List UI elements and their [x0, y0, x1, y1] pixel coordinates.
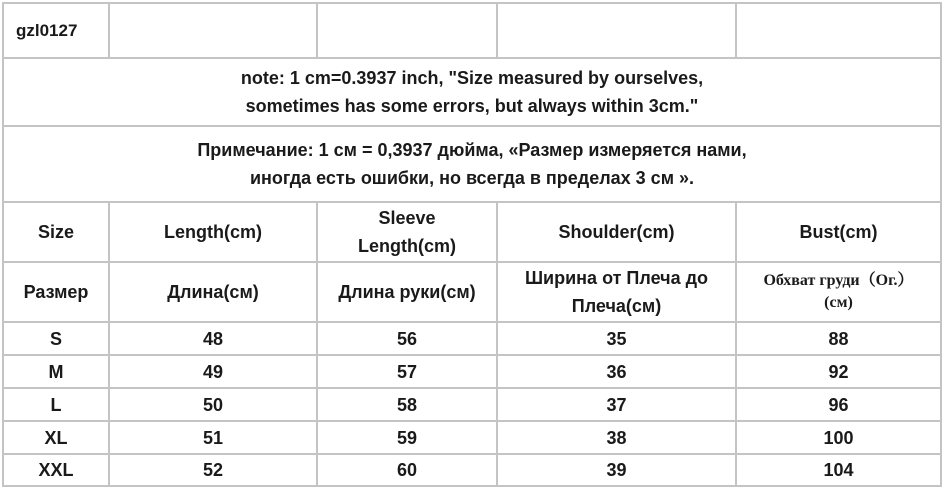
note-russian-line-2: иногда есть ошибки, но всегда в пределах 3 см ». [249, 168, 695, 188]
note-english [4, 59, 942, 127]
cell-shoulder: 35 [498, 323, 737, 356]
cell-bust: 104 [737, 455, 942, 487]
cell-sleeve: 58 [318, 389, 498, 422]
note-russian-row [4, 127, 942, 203]
cell-length: 49 [110, 356, 318, 389]
header-sleeve-ru: Длина руки(см) [318, 263, 498, 323]
header-sleeve [318, 203, 498, 263]
header-bust: Bust(cm) [737, 203, 942, 263]
header-size-ru: Размер [4, 263, 110, 323]
header-length: Length(cm) [110, 203, 318, 263]
header-row-russian [4, 263, 942, 323]
cell-sleeve: 59 [318, 422, 498, 455]
code-row [4, 4, 942, 59]
table-row [4, 389, 942, 422]
header-row-english [4, 203, 942, 263]
cell-sleeve: 60 [318, 455, 498, 487]
cell-bust: 100 [737, 422, 942, 455]
cell-bust: 96 [737, 389, 942, 422]
cell-size: XXL [4, 455, 110, 487]
cell-shoulder: 39 [498, 455, 737, 487]
cell-bust: 88 [737, 323, 942, 356]
cell-shoulder: 38 [498, 422, 737, 455]
cell-shoulder: 37 [498, 389, 737, 422]
note-russian-line-1: Примечание: 1 см = 0,3937 дюйма, «Размер измеряется нами, [197, 140, 747, 160]
header-length-ru: Длина(см) [110, 263, 318, 323]
empty-cell [318, 4, 498, 59]
cell-length: 48 [110, 323, 318, 356]
table-row [4, 455, 942, 487]
header-bust-ru [737, 263, 942, 323]
cell-length: 52 [110, 455, 318, 487]
header-sleeve-line-2: Length(cm) [358, 236, 456, 256]
header-shoulder-ru [498, 263, 737, 323]
empty-cell [737, 4, 942, 59]
empty-cell [110, 4, 318, 59]
product-code: gzl0127 [4, 4, 110, 59]
header-bust-ru-line-2: (см) [824, 294, 853, 311]
header-bust-ru-line-1: Обхват груди（Ог.） [763, 272, 914, 289]
header-shoulder-ru-line-1: Ширина от Плеча до [524, 268, 709, 288]
header-shoulder: Shoulder(cm) [498, 203, 737, 263]
cell-size: M [4, 356, 110, 389]
cell-size: S [4, 323, 110, 356]
cell-shoulder: 36 [498, 356, 737, 389]
note-english-line-2: sometimes has some errors, but always within 3cm." [245, 96, 699, 116]
cell-length: 50 [110, 389, 318, 422]
table-row [4, 356, 942, 389]
note-english-line-1: note: 1 cm=0.3937 inch, "Size measured by ourselves, [240, 68, 704, 88]
cell-bust: 92 [737, 356, 942, 389]
cell-size: XL [4, 422, 110, 455]
table-row [4, 323, 942, 356]
cell-sleeve: 57 [318, 356, 498, 389]
empty-cell [498, 4, 737, 59]
table-row [4, 422, 942, 455]
cell-size: L [4, 389, 110, 422]
header-sleeve-line-1: Sleeve [378, 208, 436, 228]
header-size: Size [4, 203, 110, 263]
cell-sleeve: 56 [318, 323, 498, 356]
note-russian [4, 127, 942, 203]
header-shoulder-ru-line-2: Плеча(см) [571, 296, 662, 316]
note-english-row [4, 59, 942, 127]
cell-length: 51 [110, 422, 318, 455]
size-table [2, 2, 942, 487]
